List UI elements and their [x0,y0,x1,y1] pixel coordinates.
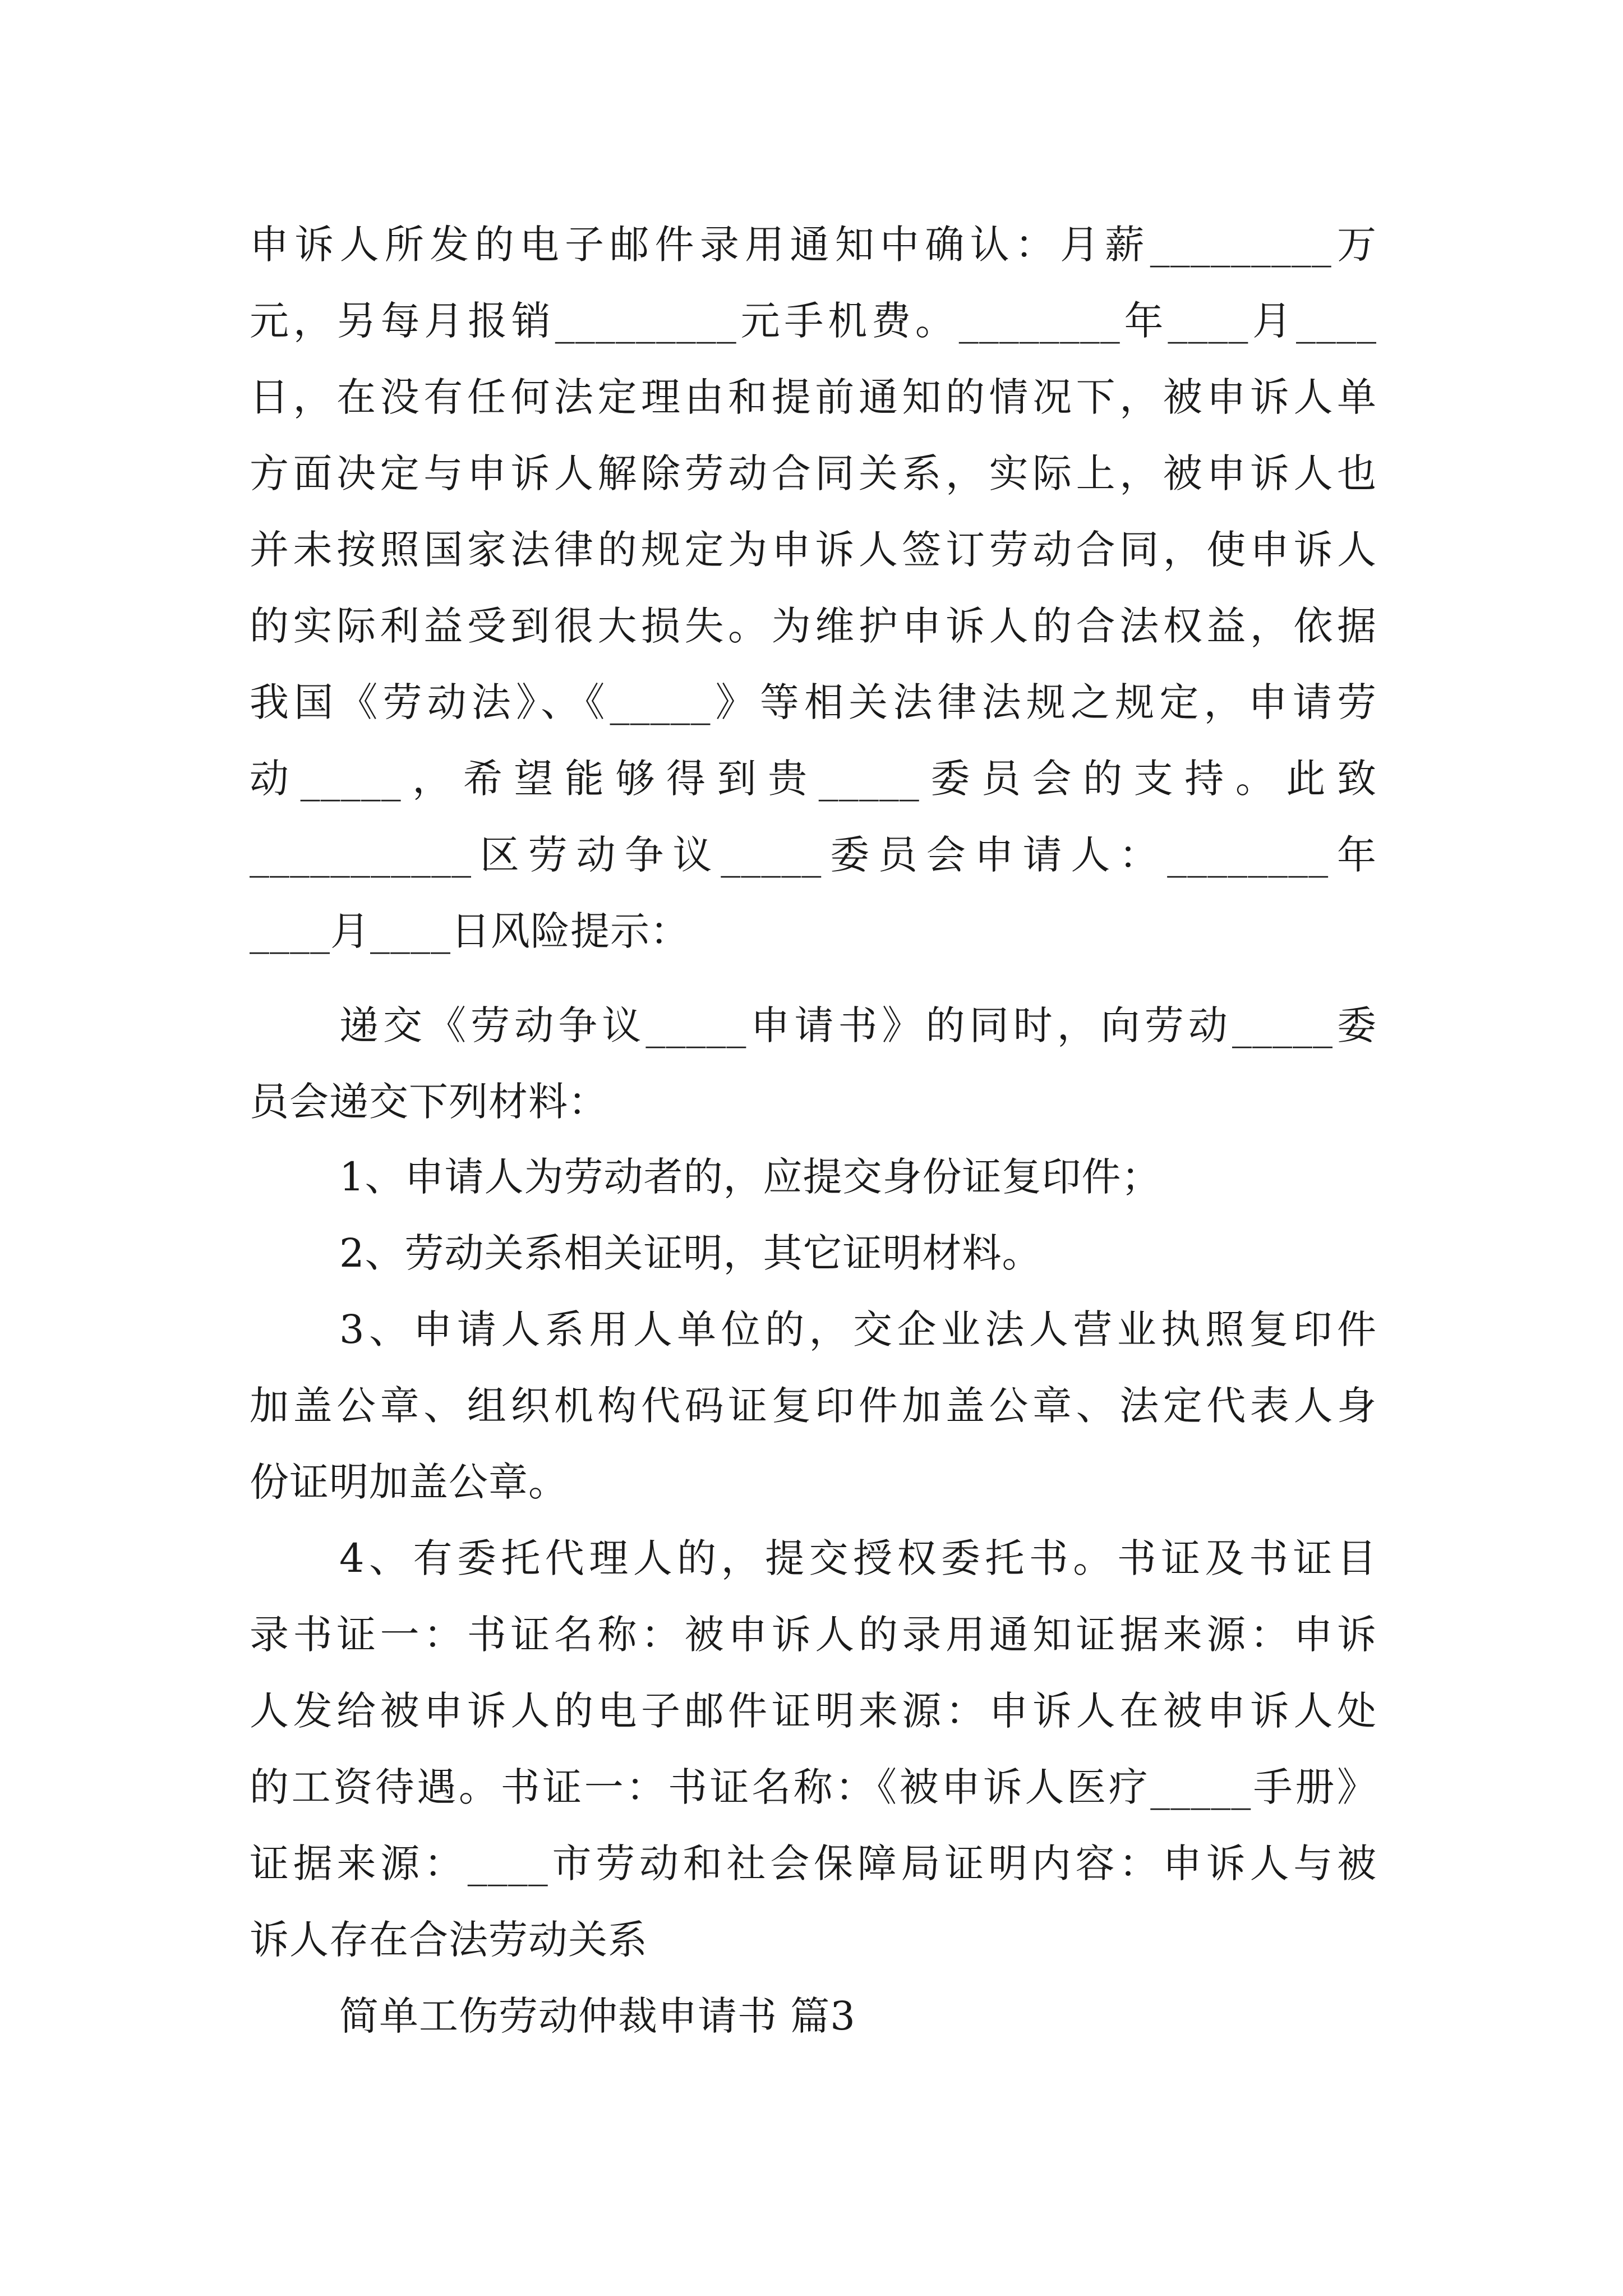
text-line: 的实际利益受到很大损失。为维护申诉人的合法权益，依据 [250,603,1377,649]
text-line: 人发给被申诉人的电子邮件证明来源：申诉人在被申诉人处 [250,1688,1377,1734]
section-heading [250,1978,1377,2054]
text-line: 方面决定与申诉人解除劳动合同关系，实际上，被申诉人也 [250,450,1377,496]
text-line: 元，另每月报销_________元手机费。________年____月____ [250,298,1377,344]
heading-text: 简单工伤劳动仲裁申请书 篇3 [339,1993,856,2039]
text-line: 动_____，希望能够得到贵_____委员会的支持。此致 [250,756,1377,802]
list-item-2 [250,1215,1377,1291]
list-item-4 [250,1520,1377,1978]
text-line: 加盖公章、组织机构代码证复印件加盖公章、法定代表人身 [250,1383,1377,1429]
text-line: 日，在没有任何法定理由和提前通知的情况下，被申诉人单 [250,374,1377,420]
text-line: 1、申请人为劳动者的，应提交身份证复印件； [339,1154,1161,1200]
text-line: ___________区劳动争议_____委员会申请人：________年 [250,832,1377,878]
text-line: 员会递交下列材料： [250,1079,608,1125]
text-line: 递交《劳动争议_____申请书》的同时，向劳动_____委 [339,1002,1377,1048]
text-line: 录书证一：书证名称：被申诉人的录用通知证据来源：申诉 [250,1612,1377,1658]
text-line: 并未按照国家法律的规定为申诉人签订劳动合同，使申诉人 [250,527,1377,573]
text-line: 我国《劳动法》、《_____》等相关法律法规之规定，申请劳 [250,679,1377,725]
list-item-1 [250,1139,1377,1215]
text-line: 的工资待遇。书证一：书证名称：《被申诉人医疗_____手册》 [250,1764,1377,1810]
text-line: 申诉人所发的电子邮件录用通知中确认：月薪_________万 [250,222,1377,268]
text-line: 证据来源：____市劳动和社会保障局证明内容：申诉人与被 [250,1841,1377,1887]
text-line: 2、劳动关系相关证明，其它证明材料。 [339,1230,1042,1276]
text-line: 4、有委托代理人的，提交授权委托书。书证及书证目 [339,1535,1377,1581]
text-line: ____月____日风险提示： [250,908,690,954]
paragraph-complaint-body [250,206,1377,969]
list-item-3 [250,1291,1377,1520]
text-line: 3、申请人系用人单位的，交企业法人营业执照复印件 [339,1306,1377,1352]
paragraph-submission-materials [250,987,1377,1140]
text-line: 份证明加盖公章。 [250,1459,568,1505]
text-line: 诉人存在合法劳动关系 [250,1917,648,1963]
